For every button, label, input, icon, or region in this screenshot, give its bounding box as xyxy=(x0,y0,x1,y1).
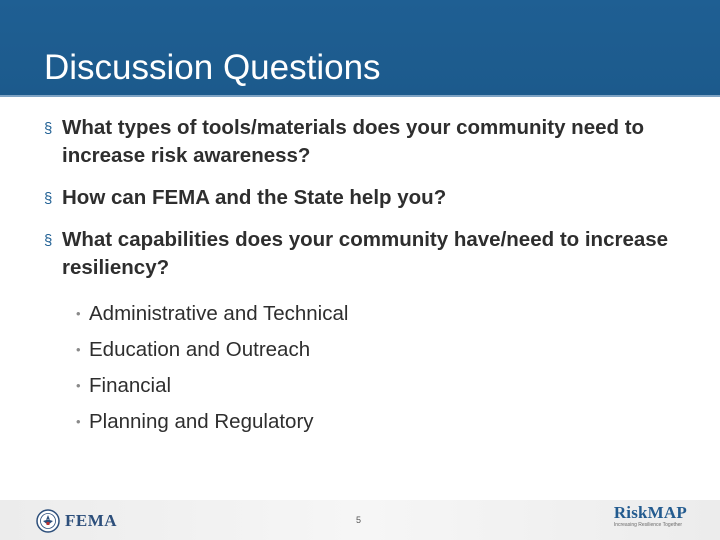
slide-content xyxy=(44,114,684,440)
square-bullet-icon: § xyxy=(44,120,53,137)
question-text: What capabilities does your community have/need to increase resiliency? xyxy=(62,228,669,279)
page-number: 5 xyxy=(356,515,362,525)
dot-bullet-icon: • xyxy=(76,306,81,321)
square-bullet-icon: § xyxy=(44,232,53,249)
list-item-label: Education and Outreach xyxy=(89,338,311,361)
dhs-seal-icon xyxy=(36,509,60,533)
list-item-label: Financial xyxy=(89,374,172,397)
riskmap-tagline: Increasing Resilience Together xyxy=(613,522,683,528)
fema-logo-text: FEMA xyxy=(65,511,118,530)
list-item xyxy=(76,368,684,404)
list-item-label: Planning and Regulatory xyxy=(89,410,314,433)
list-item xyxy=(76,296,684,332)
question-text: How can FEMA and the State help you? xyxy=(62,186,447,209)
square-bullet-icon: § xyxy=(44,190,53,207)
question-item xyxy=(44,114,684,170)
riskmap-logo xyxy=(614,504,687,529)
list-item xyxy=(76,404,684,440)
dot-bullet-icon: • xyxy=(76,342,81,357)
dot-bullet-icon: • xyxy=(76,414,81,429)
slide-title: Discussion Questions xyxy=(44,48,381,87)
question-item xyxy=(44,184,684,212)
header-divider xyxy=(0,95,720,97)
capabilities-list xyxy=(44,296,684,440)
dot-bullet-icon: • xyxy=(76,378,81,393)
list-item-label: Administrative and Technical xyxy=(89,302,349,325)
question-item xyxy=(44,226,684,282)
fema-logo xyxy=(36,509,117,533)
riskmap-brand: RiskMAP xyxy=(613,503,687,522)
slide-header xyxy=(0,0,720,97)
list-item xyxy=(76,332,684,368)
question-text: What types of tools/materials does your community need to increase risk awareness? xyxy=(62,116,645,167)
slide-footer xyxy=(0,500,720,540)
